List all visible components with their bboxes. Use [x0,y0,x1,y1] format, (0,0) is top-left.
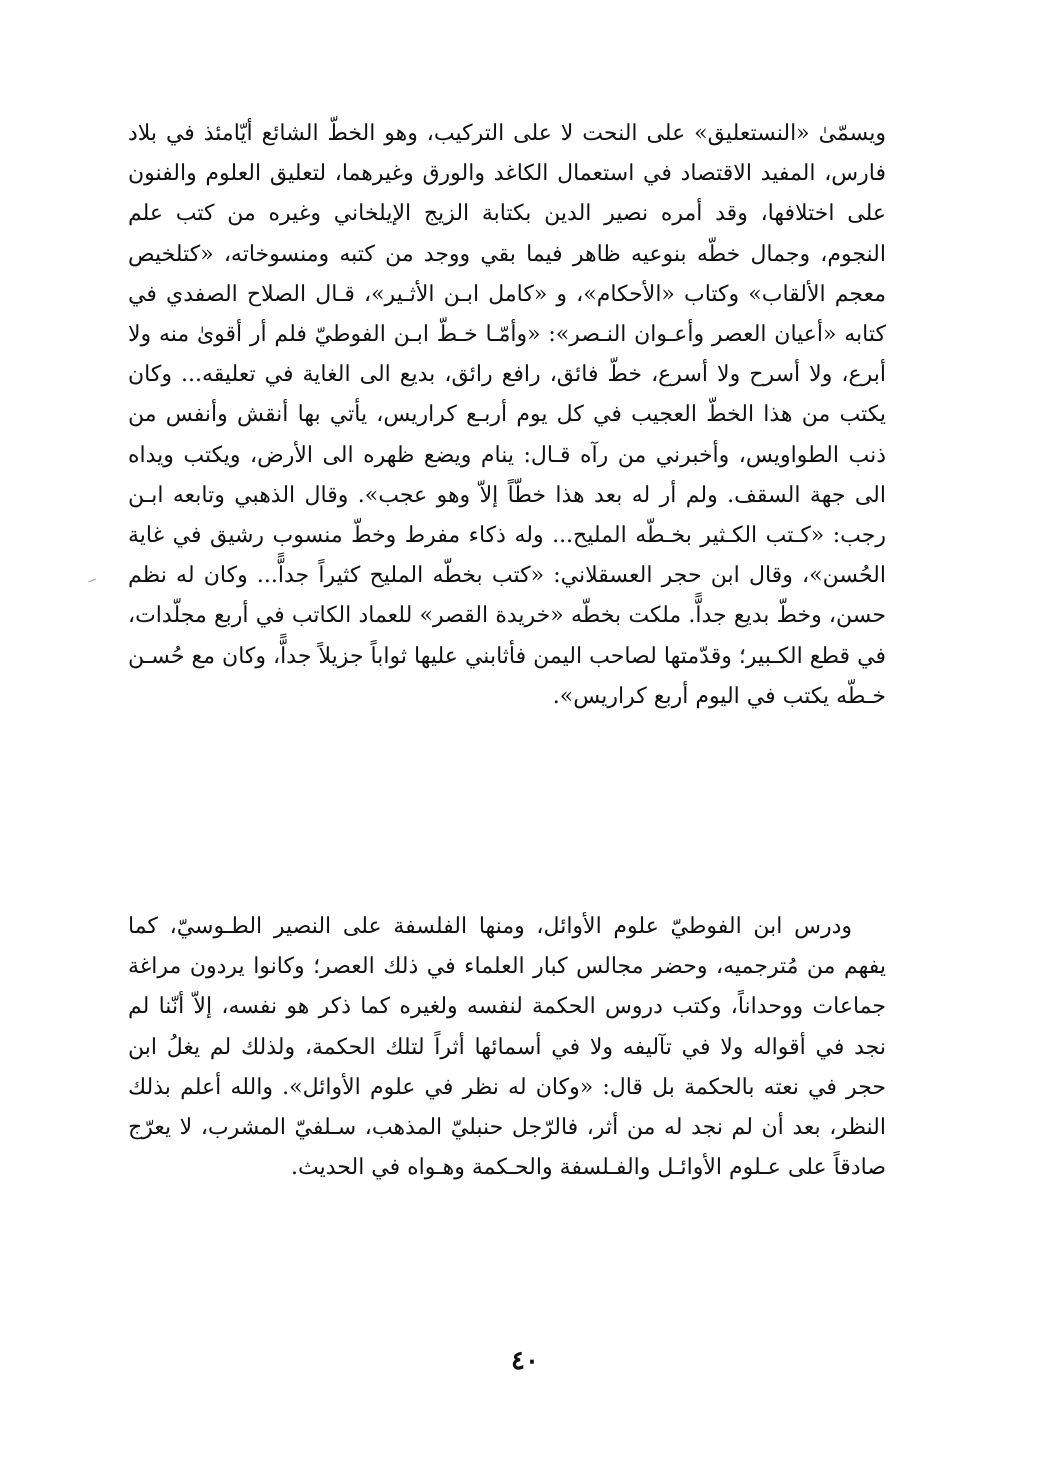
page-number: ٤٠ [511,1346,539,1376]
paragraph-2: ودرس ابن الفوطيّ علوم الأوائل، ومنها الفلسفة على النصير الطـوسيّ، كما يفهم من مُترجميه، وحضر مجالس كبار العلماء في ذلك العصر؛ وكانوا يردون مراغة جماعات ووحداناً، وكتب دروس الحكمة لنفسه ولغيره كما ذكر هو نفسه، إلاّ أنّنا لم نجد في أقواله ولا في تآليفه ولا في أسمائها أثراً لتلك الحكمة، ولذلك لم يغلُ ابن حجر في نعته بالحكمة بل قال: «وكان له نظر في علوم الأوائل». والله أعلم بذلك النظر، بعد أن لم نجد له من أثر، فالرّجل حنبليّ المذهب، سـلفيّ المشرب، لا يعرّج صادقاً على عـلوم الأوائـل والفـلسفة والحـكمة وهـواه في الحديث. [128,914,886,1181]
paragraph-1: ويسمّىٰ «النستعليق» على النحت لا على التركيب، وهو الخطّ الشائع أيّامئذ في بلاد فارس، المفيد الاقتصاد في استعمال الكاغد والورق وغيرهما، لتعليق العلوم والفنون على اختلافها، وقد أمره نصير الدين بكتابة الزيج الإيلخاني وغيره من كتب علم النجوم، وجمال خطّه بنوعيه ظاهر فيما بقي ووجد من كتبه ومنسوخاته، «كتلخيص معجم الألقاب» وكتاب «الأحكام»، و «كامل ابـن الأثـير»، قـال الصلاح الصفدي في كتابه «أعيان العصر وأعـوان النـصر»: «وأمّـا خـطّ ابـن الفوطيّ فلم أر أقوىٰ منه ولا أبرع، ولا أسرح ولا أسرع، خطّ فائق، رافع رائق، بديع الى الغاية في تعليقه... وكان يكتب من هذا الخطّ العجيب في كل يوم أربـع كراريس، يأتي بها أنقش وأنفس من ذنب الطواويس، وأخبرني من رآه قـال: ينام ويضع ظهره الى الأرض، ويكتب ويداه الى جهة السقف. ولم أر له بعد هذا خطّاً إلاّ وهو عجب». وقال الذهبي وتابعه ابـن رجب: «كـتب الكـثير بخـطّه المليح... وله ذكاء مفرط وخطّ منسوب رشيق في غاية الحُسن»، وقال ابن حجر العسقلاني: «كتب بخطّه المليح كثيراً جداًّ... وكان له نظم حسن، وخطّ بديع جداًّ. ملكت بخطّه «خريدة القصر» للعماد الكاتب في أربع مجلّدات، في قطع الكـبير؛ وقدّمتها لصاحب اليمن فأثابني عليها ثواباً جزيلاً جداًّ، وكان مع حُسـن خـطّه يكتب في اليوم أربع كراريس». [128,121,886,709]
margin-mark [88,579,96,583]
